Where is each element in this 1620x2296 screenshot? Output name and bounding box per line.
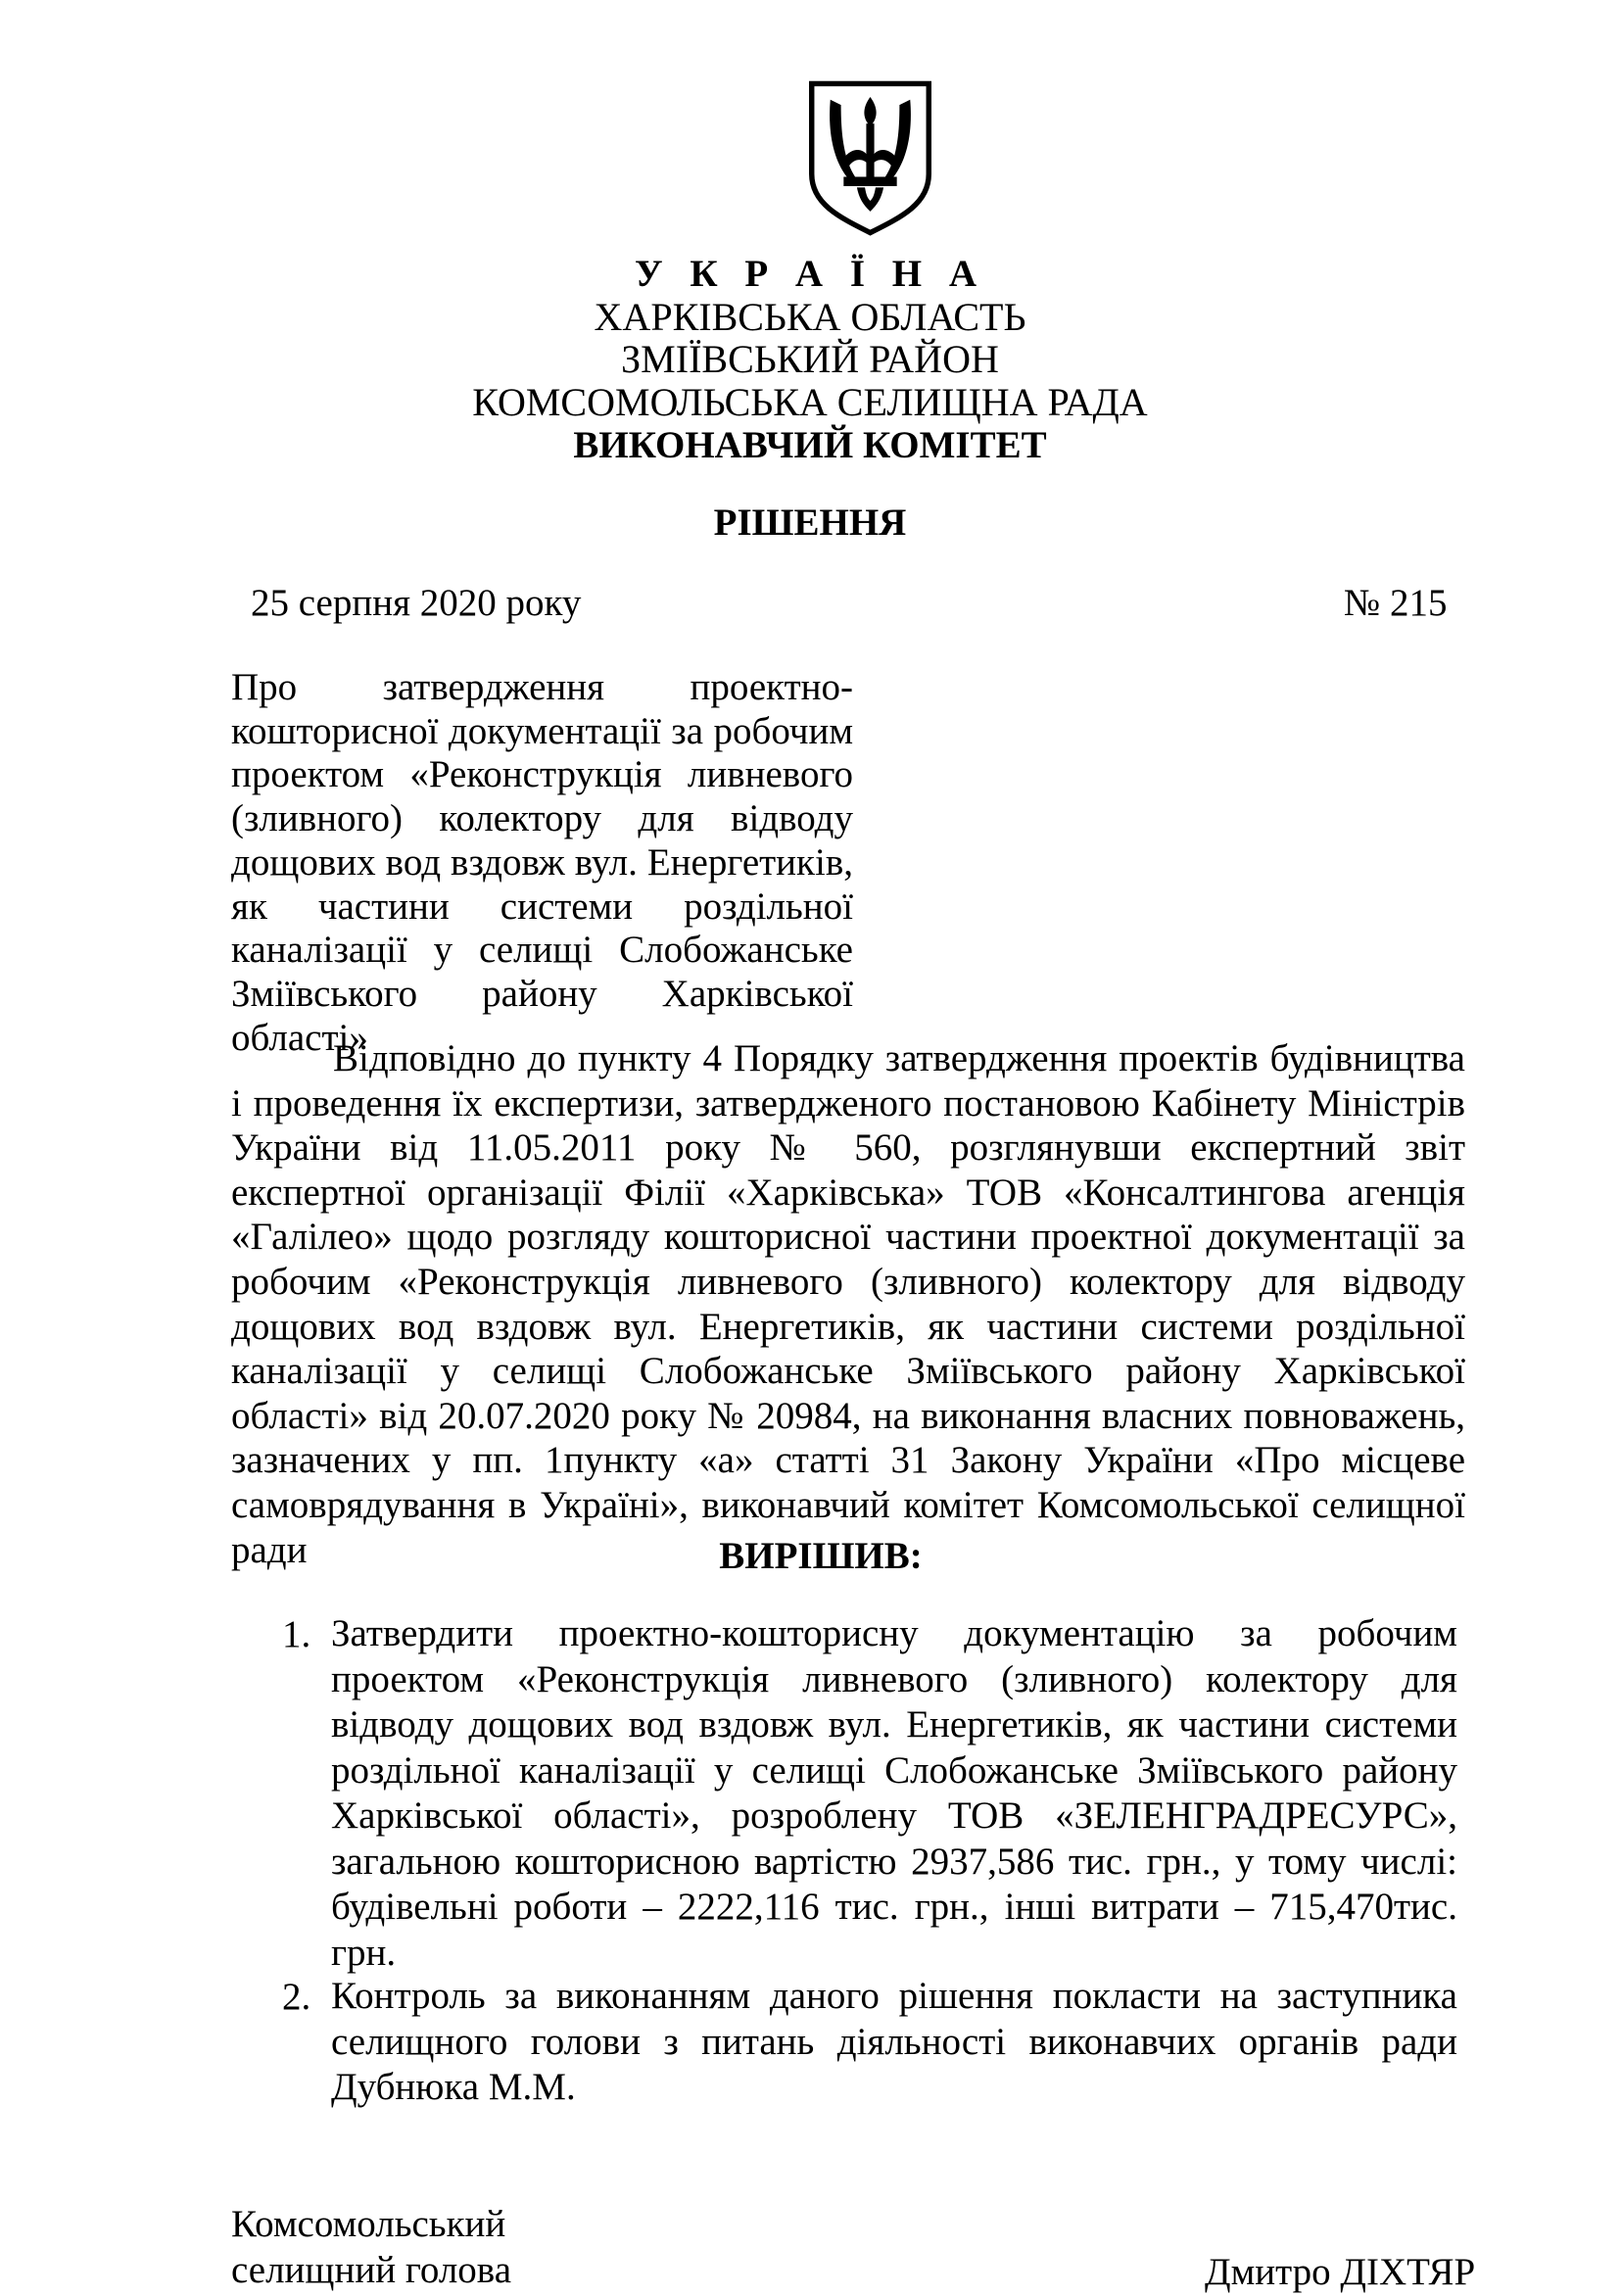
item-text: Затвердити проектно-кошторисну документацію за робочим проектом «Реконструкція ливневого (зливного) колектору для відводу дощових вод вздовж вул. Енергетиків, як частини системи роздільної каналізації у селищі Слобожанське Зміївського району Харківської області», розроблену ТОВ «ЗЕЛЕНГРАДРЕСУРС», загальною кошторисною вартістю 2937,586 тис. грн., у тому числі: будівельні роботи – 2222,116 тис. грн., інші витрати – 715,470тис. грн. <box>331 1612 1457 1974</box>
resolution-item-1 <box>282 1611 1457 1976</box>
trident-emblem-icon <box>800 78 940 238</box>
item-text: Контроль за виконанням даного рішення покласти на заступника селищного голови з питань діяльності виконавчих органів ради Дубнюка М.М. <box>331 1975 1457 2108</box>
country-heading: У К Р А Ї Н А <box>634 253 986 295</box>
item-number: 1. <box>282 1613 311 1655</box>
signatory-name: Дмитро ДІХТЯР <box>1205 2251 1476 2293</box>
item-number: 2. <box>282 1976 311 2018</box>
signatory-position-line1: Комсомольський <box>231 2203 506 2245</box>
document-type-title: РІШЕННЯ <box>713 502 907 544</box>
preamble-paragraph: Відповідно до пункту 4 Порядку затвердження проектів будівництва і проведення їх експертизи, затвердженого постановою Кабінету Міністрів України від 11.05.2011 року № 560, розглянувши експертний звіт експертної організації Філії «Харківська» ТОВ «Консалтингова агенція «Галілео» щодо розгляду кошторисної частини проектної документації за робочим «Реконструкція ливневого (зливного) колектору для відводу дощових вод вздовж вул. Енергетиків, як частини системи роздільної каналізації у селищі Слобожанське Зміївського району Харківської області» від 20.07.2020 року № 20984, на виконання власних повноважень, зазначених у пп. 1пункту «а» статті 31 Закону України «Про місцеве самоврядування в Україні», виконавчий комітет Комсомольської селищної ради <box>231 1037 1465 1571</box>
decision-subject: Про затвердження проектно-кошторисної документації за робочим проектом «Реконструкція ливневого (зливного) колектору для відводу дощових вод вздовж вул. Енергетиків, як частини системи роздільної каналізації у селищі Слобожанське Зміївського району Харківської області» <box>231 666 853 1059</box>
decision-number: № 215 <box>1344 582 1448 624</box>
region-heading: ХАРКІВСЬКА ОБЛАСТЬ <box>594 295 1026 339</box>
council-heading: КОМСОМОЛЬСЬКА СЕЛИЩНА РАДА <box>472 380 1148 424</box>
signatory-position <box>231 2201 511 2293</box>
body-heading: ВИКОНАВЧИЙ КОМІТЕТ <box>573 424 1047 466</box>
resolved-heading: ВИРІШИВ: <box>719 1535 923 1577</box>
signatory-position-line2: селищний голова <box>231 2249 512 2291</box>
resolution-item-2 <box>282 1974 1457 2111</box>
decision-date: 25 серпня 2020 року <box>251 582 582 624</box>
district-heading: ЗМІЇВСЬКИЙ РАЙОН <box>621 337 999 381</box>
